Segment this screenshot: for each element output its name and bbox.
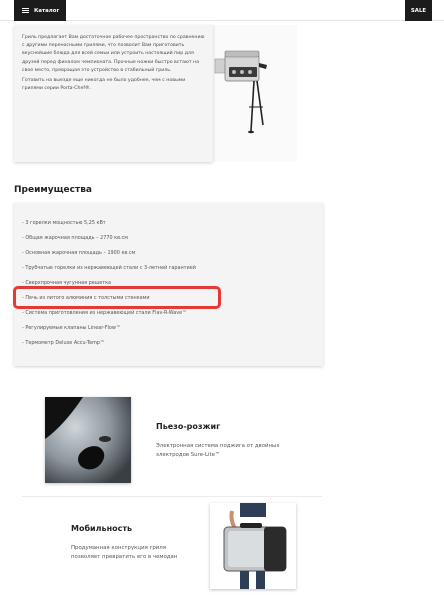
- highlight-box: [13, 286, 221, 309]
- advantages-card: [14, 203, 323, 366]
- feature-title-mobility: Мобильность: [71, 524, 133, 533]
- feature-text-ignition: Электронная система поджига от двойных электродов Sure-Lite™: [156, 443, 280, 458]
- list-item: - Печь из литого алюминия с толстыми стенками: [22, 294, 196, 309]
- intro-paragraph: Готовить на выезде еще никогда не было удобнее, чем с новыми грилями серии Porta-Chef®.: [22, 78, 186, 92]
- ignition-image: [45, 397, 131, 483]
- intro-card: [14, 25, 213, 162]
- grill-image: [205, 25, 297, 162]
- list-item: - Основная жарочная площадь – 1900 кв.см: [22, 249, 196, 264]
- list-item: - Система приготовления из нержавеющей стали Flav-R-Wave™: [22, 309, 196, 324]
- divider: [22, 496, 322, 497]
- list-item: - Трубчатые горелки из нержавеющей стали с 3-летней гарантией: [22, 264, 196, 279]
- list-item: - 3 горелки мощностью 5,25 кВт: [22, 219, 196, 234]
- catalog-label: Каталог: [34, 7, 60, 14]
- catalog-button[interactable]: [14, 0, 66, 21]
- feature-title-ignition: Пьезо-розжиг: [156, 422, 221, 431]
- list-item: - Общая жарочная площадь – 2770 кв.см: [22, 234, 196, 249]
- list-item: - Регулируемые клапаны Linear-Flow™: [22, 324, 196, 339]
- mobility-image: [210, 503, 296, 589]
- list-item: - Сверхпрочная чугунная решетка: [22, 279, 196, 294]
- menu-icon: [22, 8, 29, 14]
- top-bar: [0, 0, 444, 21]
- sale-button[interactable]: SALE: [405, 0, 432, 21]
- feature-text-mobility: Продуманная конструкция гриля позволяет превратить его в чемодан: [71, 545, 178, 560]
- intro-paragraph: Гриль предлагает Вам достаточное рабочее пространство по сравнению с другими переносными грилями, что позволит Вам приготовить вкуснейшие блюда для всей семьи или устроить настоящий пир для друзей перед финалом чемпионата. Прочные ножки быстро встают на свое место, превращая это устройство в стабильный гриль.: [22, 35, 205, 73]
- list-item: - Термометр Deluxe Accu-Temp™: [22, 339, 196, 354]
- advantages-title: Преимущества: [14, 185, 92, 195]
